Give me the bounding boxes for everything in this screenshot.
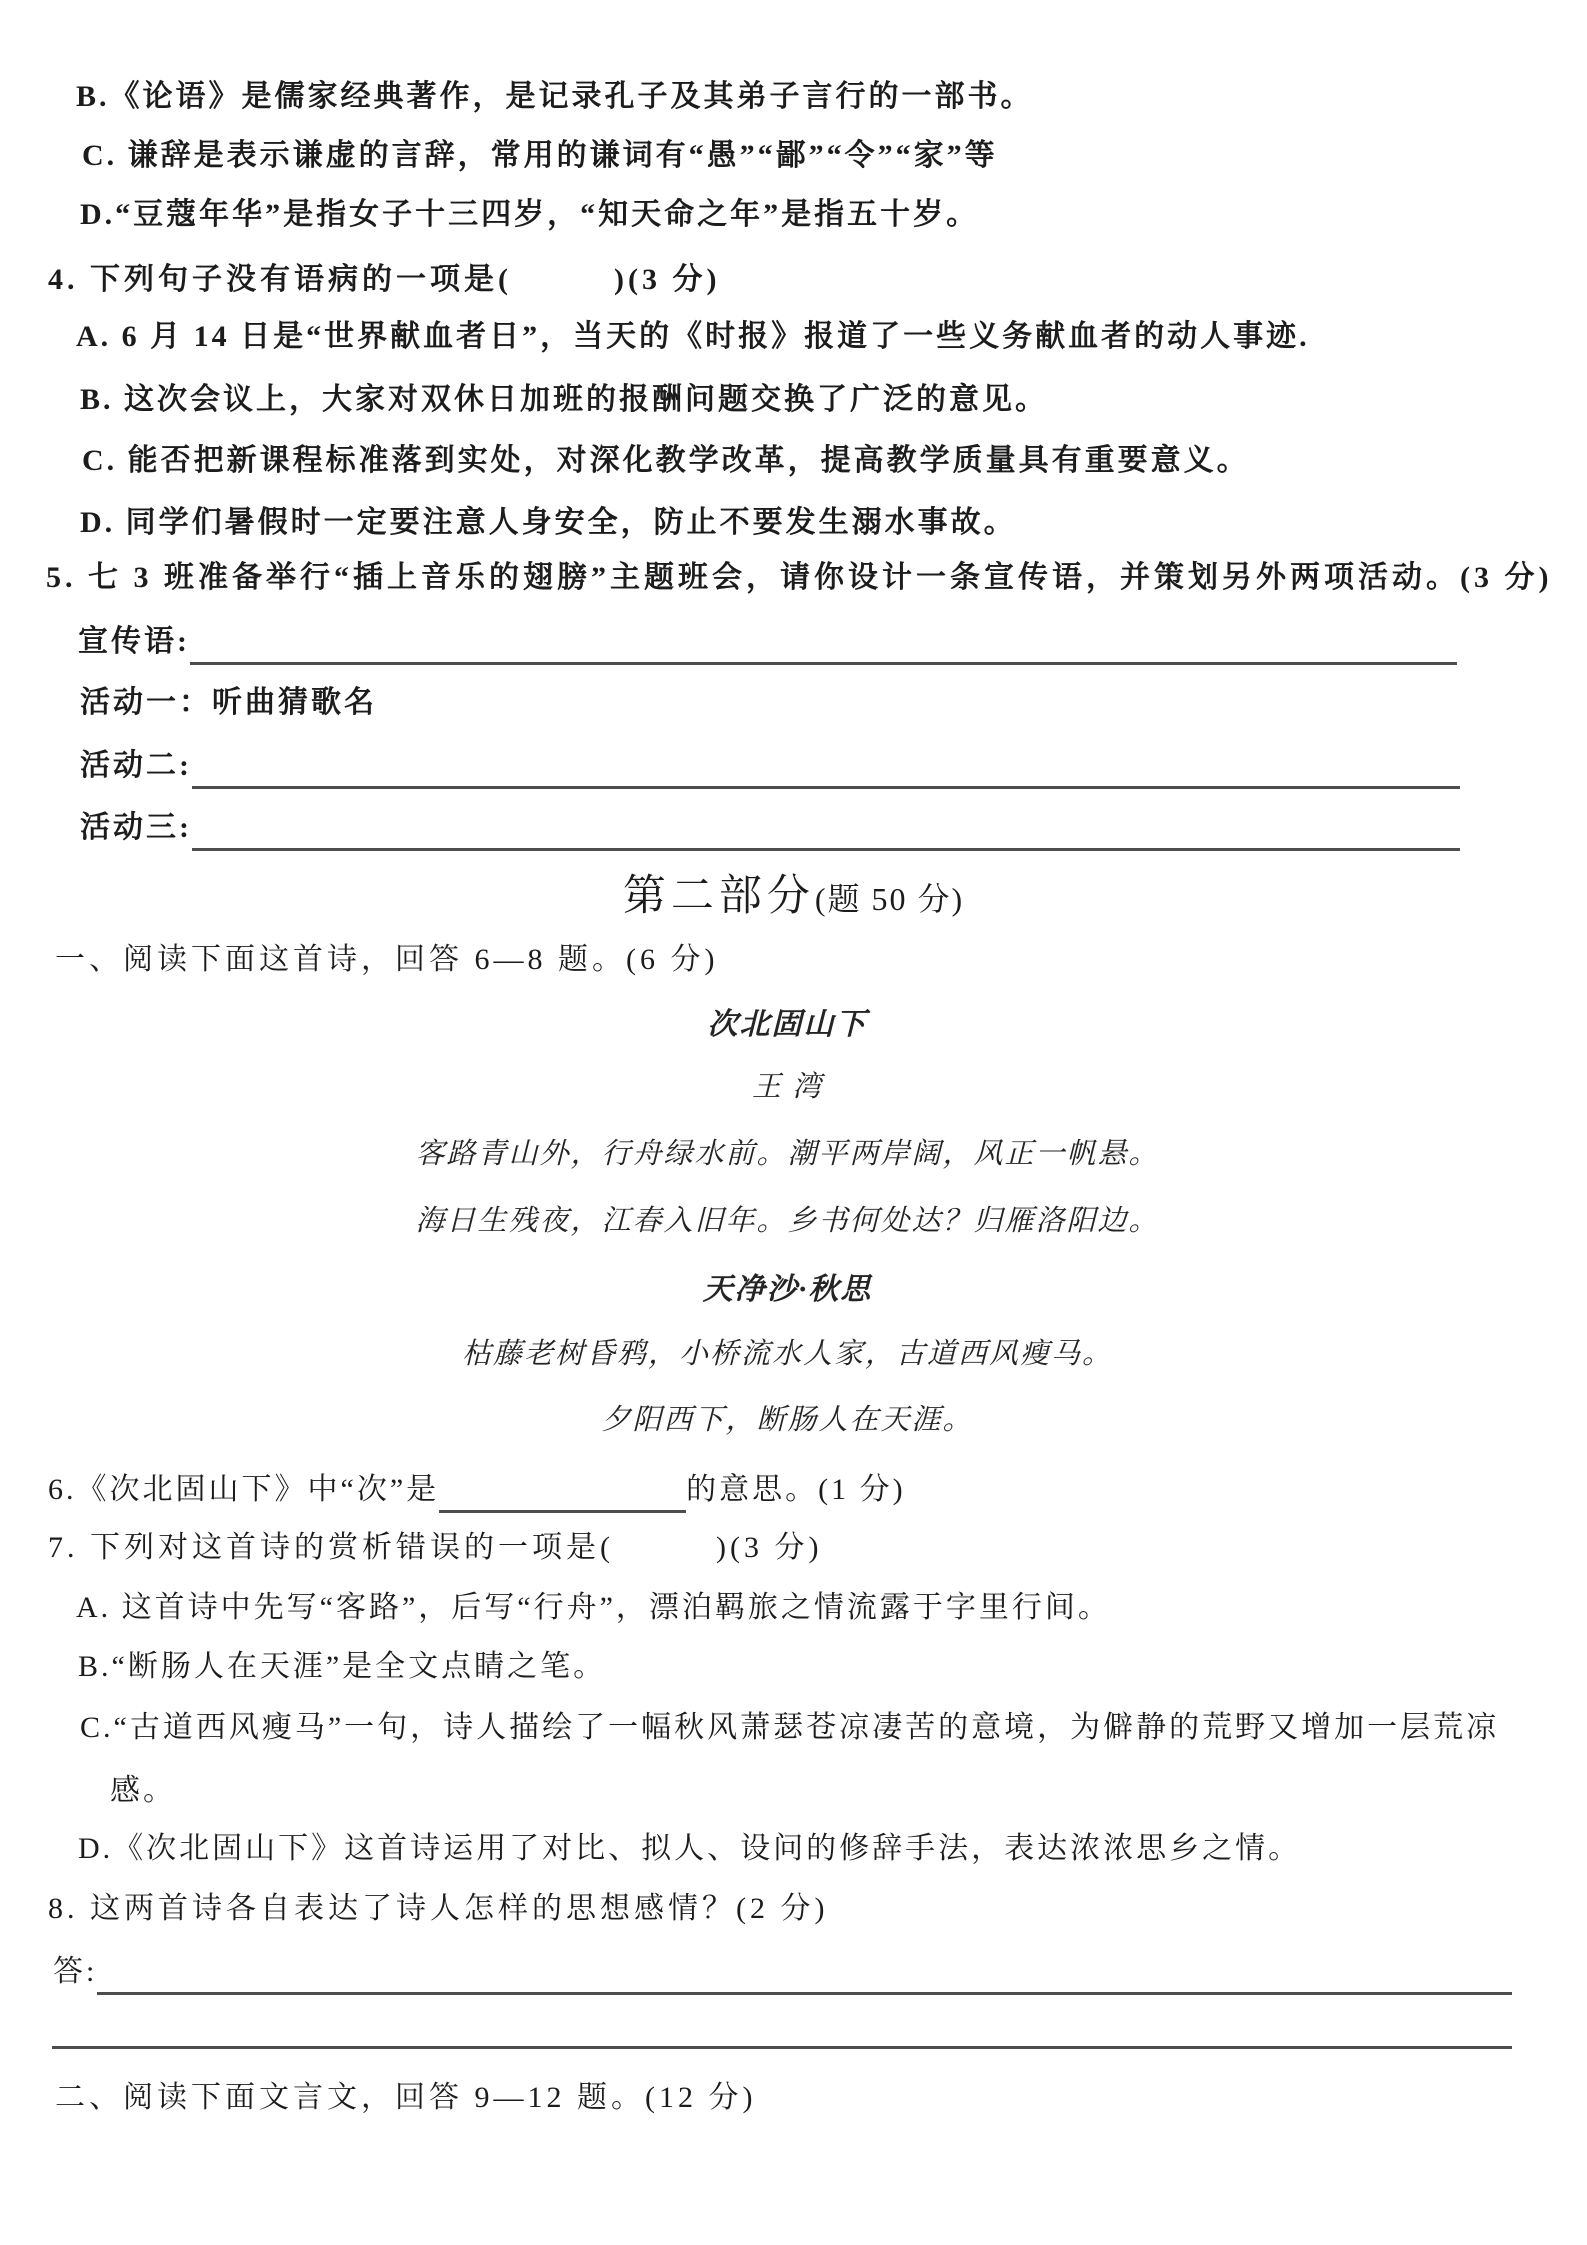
poem1-author: 王 湾 bbox=[751, 1071, 824, 1103]
q8-answer-label: 答: bbox=[53, 1955, 98, 1988]
q7-stem: 7. 下列对这首诗的赏析错误的一项是( )(3 分) bbox=[48, 1531, 823, 1564]
q7-option-a: A. 这首诗中先写“客路”，后写“行舟”，漂泊羁旅之情流露于字里行间。 bbox=[76, 1591, 1111, 1624]
reading2-intro: 二、阅读下面文言文，回答 9—12 题。(12 分) bbox=[55, 2081, 757, 2114]
slogan-label: 宣传语: bbox=[78, 625, 190, 658]
q5-slogan-row bbox=[78, 618, 1457, 660]
part2-heading bbox=[0, 862, 1587, 923]
q5-stem: 5. 七 3 班准备举行“插上音乐的翅膀”主题班会，请你设计一条宣传语，并策划另外两项活动。(3 分) bbox=[46, 561, 1553, 594]
q7-option-c-continued: 感。 bbox=[110, 1774, 176, 1807]
poem2-title: 天净沙·秋思 bbox=[702, 1273, 873, 1306]
q3-option-b: B.《论语》是儒家经典著作，是记录孔子及其弟子言行的一部书。 bbox=[76, 80, 1034, 113]
q6-prefix: 6.《次北固山下》中“次”是 bbox=[48, 1473, 440, 1506]
activity3-label: 活动三: bbox=[80, 811, 192, 844]
poem2-line2: 夕阳西下，断肠人在天涯。 bbox=[601, 1404, 974, 1436]
part2-heading-paren: (题 50 分) bbox=[814, 881, 965, 917]
poem1-title: 次北固山下 bbox=[707, 1008, 868, 1041]
activity1-label: 活动一： bbox=[80, 686, 212, 719]
activity3-answer-blank bbox=[192, 806, 1460, 851]
q5-activity3-row bbox=[80, 804, 1460, 846]
q4-option-a: A. 6 月 14 日是“世界献血者日”，当天的《时报》报道了一些义务献血者的动人事迹. bbox=[76, 320, 1310, 353]
q7-option-c: C.“古道西风瘦马”一句，诗人描绘了一幅秋风萧瑟苍凉凄苦的意境，为僻静的荒野又增加一层荒凉 bbox=[80, 1711, 1500, 1744]
q4-option-c: C. 能否把新课程标准落到实处，对深化教学改革，提高教学质量具有重要意义。 bbox=[82, 444, 1250, 477]
poem2-line1: 枯藤老树昏鸦，小桥流水人家，古道西风瘦马。 bbox=[461, 1338, 1113, 1370]
q5-activity1-row bbox=[80, 681, 377, 721]
activity2-label: 活动二: bbox=[80, 749, 192, 782]
q8-answer-blank-line2 bbox=[52, 2046, 1512, 2049]
q6-answer-blank bbox=[439, 1470, 686, 1513]
reading1-intro: 一、阅读下面这首诗，回答 6—8 题。(6 分) bbox=[55, 943, 719, 976]
q8-answer-blank-line1 bbox=[97, 1952, 1512, 1995]
q3-option-c: C. 谦辞是表示谦虚的言辞，常用的谦词有“愚”“鄙”“令”“家”等 bbox=[82, 139, 998, 172]
activity1-value: 听曲猜歌名 bbox=[212, 686, 377, 719]
q5-activity2-row bbox=[80, 742, 1460, 784]
slogan-answer-blank bbox=[190, 620, 1457, 665]
activity2-answer-blank bbox=[192, 744, 1460, 789]
q6-row bbox=[48, 1468, 906, 1508]
q4-stem: 4. 下列句子没有语病的一项是( )(3 分) bbox=[48, 263, 721, 296]
poem1-line1: 客路青山外，行舟绿水前。潮平两岸阔，风正一帆悬。 bbox=[415, 1138, 1160, 1170]
q4-option-b: B. 这次会议上，大家对双休日加班的报酬问题交换了广泛的意见。 bbox=[80, 383, 1049, 416]
q3-option-d: D.“豆蔻年华”是指女子十三四岁，“知天命之年”是指五十岁。 bbox=[80, 198, 980, 231]
q8-answer-row bbox=[53, 1950, 1512, 1990]
q7-option-d: D.《次北固山下》这首诗运用了对比、拟人、设问的修辞手法，表达浓浓思乡之情。 bbox=[78, 1832, 1302, 1865]
q4-option-d: D. 同学们暑假时一定要注意人身安全，防止不要发生溺水事故。 bbox=[80, 506, 1017, 539]
part2-heading-main: 第二部分 bbox=[622, 873, 815, 920]
q8-stem: 8. 这两首诗各自表达了诗人怎样的思想感情？(2 分) bbox=[48, 1892, 829, 1925]
poem1-line2: 海日生残夜，江春入旧年。乡书何处达？归雁洛阳边。 bbox=[415, 1205, 1160, 1237]
q6-suffix: 的意思。(1 分) bbox=[686, 1473, 906, 1506]
q7-option-b: B.“断肠人在天涯”是全文点睛之笔。 bbox=[78, 1650, 607, 1683]
